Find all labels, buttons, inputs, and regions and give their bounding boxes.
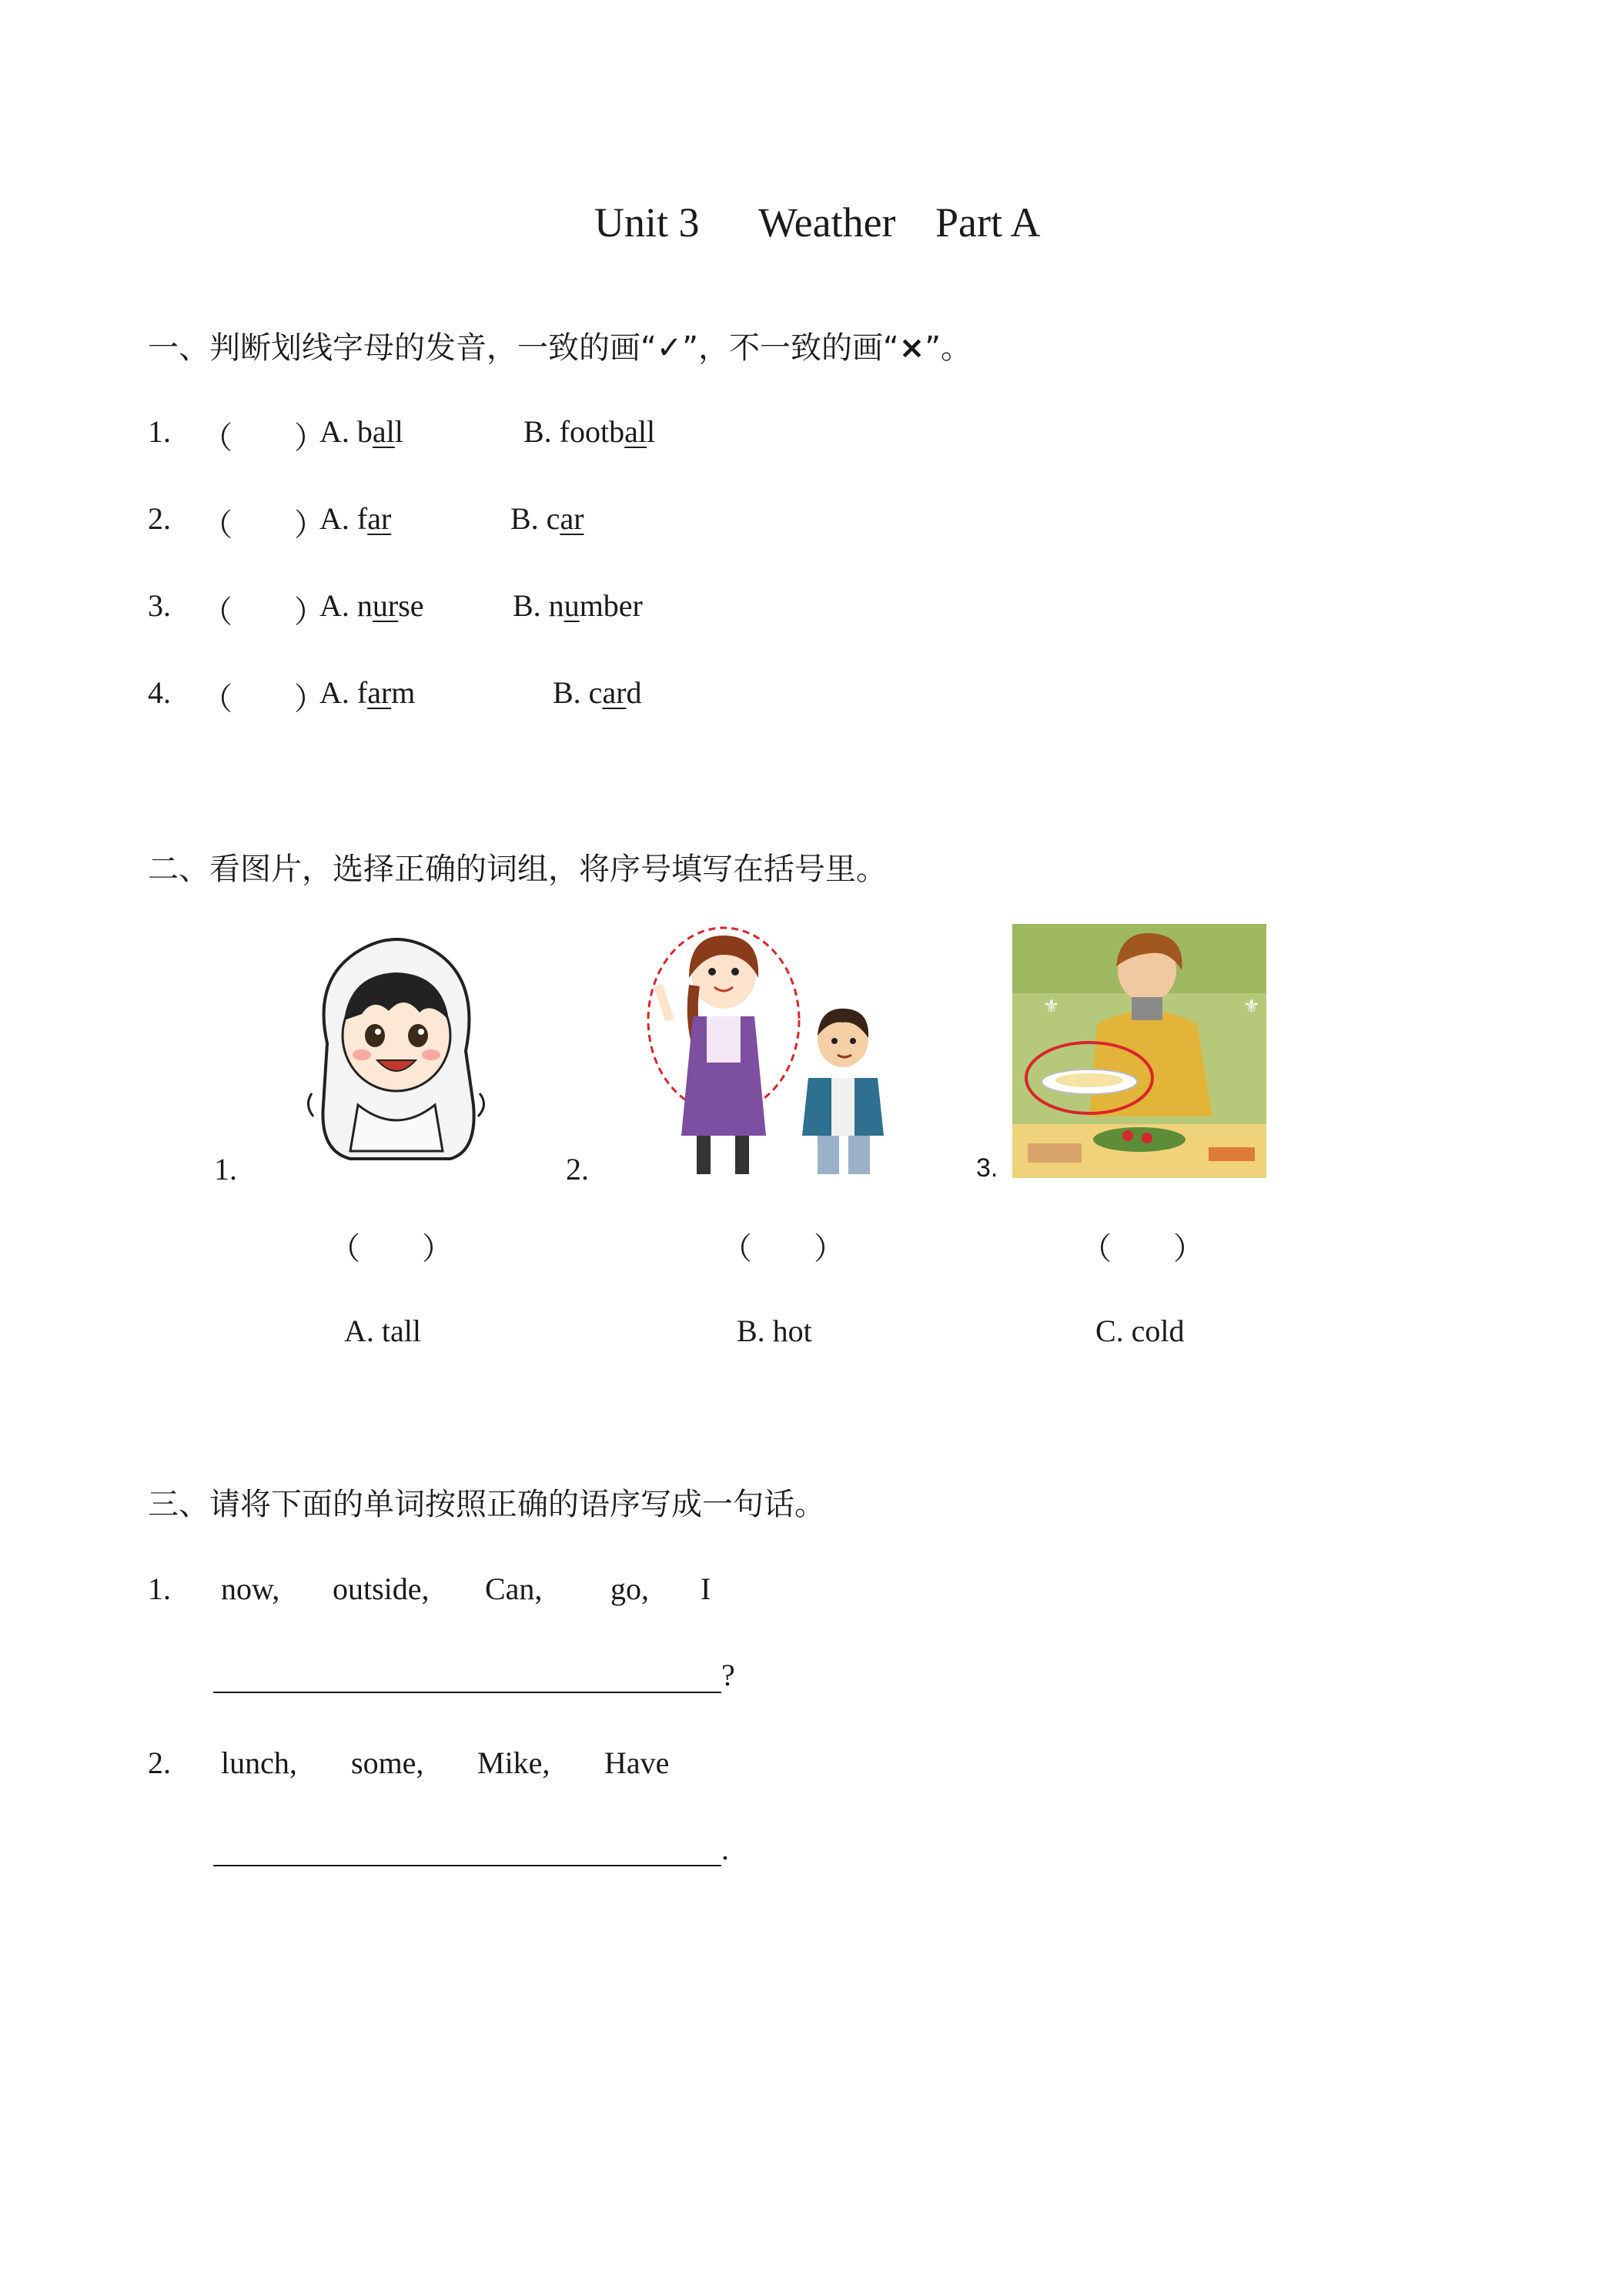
picture-number: 2. [566,1152,589,1186]
section1-heading: 一、判断划线字母的发音，一致的画“✓”，不一致的画“×”。 [148,330,972,366]
word: Mike, [477,1745,550,1780]
tall-girl-picture-icon [647,924,924,1178]
answer-line[interactable] [213,1692,721,1693]
answer-blank[interactable]: （ ） [202,681,325,716]
word: go, [610,1571,649,1606]
item-number: 1. [148,1571,171,1606]
word: Can, [485,1571,543,1606]
section2-heading: 二、看图片，选择正确的词组，将序号填写在括号里。 [148,852,887,887]
answer-blank[interactable]: （ ） [202,594,325,629]
check-icon: ✓ [656,330,683,366]
title-unit: Unit 3 [594,199,700,246]
title-topic: Weather [758,199,896,246]
word: lunch, [221,1745,297,1780]
title-part: Part A [935,199,1041,246]
svg-text:⚜: ⚜ [1043,996,1060,1017]
word: Have [604,1745,670,1780]
option-tall: A. tall [344,1314,421,1348]
picture-answer-blank[interactable]: （ ） [1081,1231,1204,1266]
word: now, [221,1571,280,1606]
svg-text:⚜: ⚜ [1243,996,1260,1017]
option-a: A. far [319,501,392,536]
end-punctuation: . [721,1832,729,1866]
picture-answer-blank[interactable]: （ ） [721,1231,844,1266]
row-number: 3. [148,588,171,623]
row-number: 2. [148,501,171,536]
answer-blank[interactable]: （ ） [202,507,325,542]
picture-number: 1. [214,1152,237,1186]
option-a: A. ball [319,414,403,449]
option-b: B. car [510,501,584,536]
option-a: A. farm [319,675,416,710]
page-title [594,199,700,246]
row-number: 1. [148,414,171,449]
picture-answer-blank[interactable]: （ ） [329,1231,453,1266]
word: outside, [333,1571,430,1606]
answer-blank[interactable]: （ ） [202,420,325,455]
option-b: B. football [523,414,656,449]
hot-soup-picture-icon [1012,924,1266,1178]
option-b: B. card [553,675,642,710]
option-cold: C. cold [1095,1314,1185,1348]
answer-line[interactable] [213,1865,721,1866]
cross-icon: × [898,330,925,366]
row-number: 4. [148,675,171,710]
section3-heading: 三、请将下面的单词按照正确的语序写成一句话。 [148,1487,825,1522]
word: some, [351,1745,424,1780]
word: I [701,1571,711,1606]
item-number: 2. [148,1745,171,1780]
end-punctuation: ? [721,1658,735,1692]
cold-boy-picture-icon [296,928,497,1174]
option-b: B. number [513,588,643,623]
option-hot: B. hot [737,1314,812,1348]
option-a: A. nurse [319,588,424,623]
picture-number: 3. [976,1153,998,1183]
